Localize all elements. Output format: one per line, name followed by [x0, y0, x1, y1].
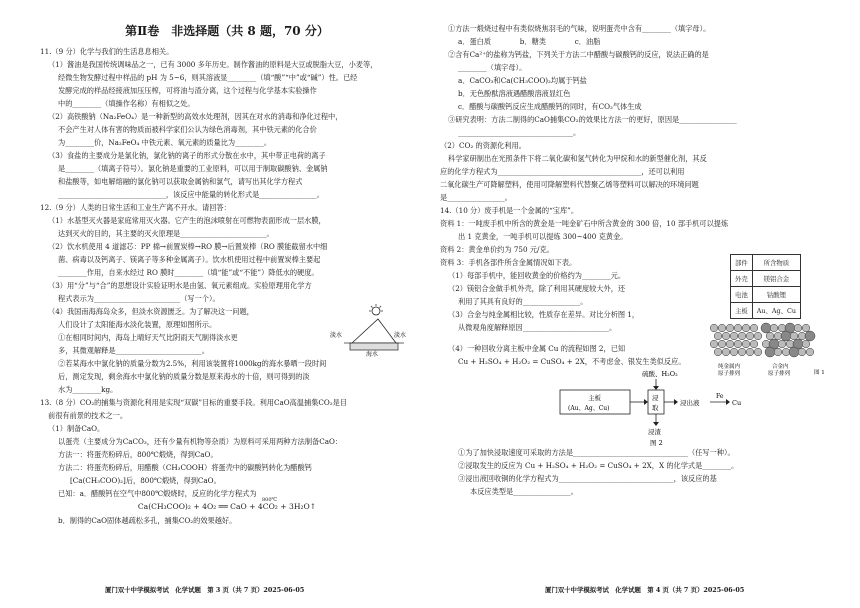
q13-line: （1）制备CaO。 [48, 424, 105, 433]
atom [802, 324, 810, 332]
q12-line: 程式表示为________________________（写一个）。 [58, 294, 220, 303]
q13c-line: ①方法一煅烧过程中有类似烧焦羽毛的气味，说明蛋壳中含有________（填字母）。 [448, 24, 711, 33]
atom [714, 348, 722, 356]
atom [762, 340, 770, 348]
q13c-line: 二氧化碳生产可降解塑料，使用可降解塑料代替聚乙烯等塑料可以解决的环境问题 [440, 180, 699, 189]
atom [794, 324, 802, 332]
glass-cover [352, 319, 396, 343]
table-row [731, 271, 801, 287]
question-12 [40, 201, 414, 396]
atom [734, 340, 742, 348]
atom [742, 324, 750, 332]
question-13-continued [440, 22, 840, 204]
q12-line: 多，其微观解释是________________________。 [58, 346, 209, 355]
table-header-cell: 所含物质 [752, 255, 800, 271]
q13c-line: ________（填字母）。 [458, 63, 527, 72]
q12-line: ②若某海水中氯化钠的质量分数为2.5%，利用该装置将1000kg的海水暴晒一段时间 [58, 359, 327, 368]
q13c-line: ②含有Ca²⁺的盐称为钙盐，下列关于方法二中醋酸与碳酸钙的反应，说法正确的是 [448, 50, 709, 59]
pure-metal-label-2: 原子排列 [718, 371, 741, 377]
q14-line: （3）合金与纯金属相比较，性质存在差异。对比分析图 1， [448, 310, 640, 319]
q14-line: （4）一种回收分离主板中金属 Cu 的流程如图 2，已知 [448, 344, 626, 353]
atom [789, 347, 799, 357]
figure-2-caption: 图 2 [650, 439, 663, 446]
atom [805, 331, 815, 341]
leachate-label: 浸出液 [680, 399, 700, 407]
question-11 [40, 45, 414, 201]
atom [802, 340, 810, 348]
equation-line: Ca(CH₃COO)₂ + 4O₂ ══ CaO + 4CO₂ + 3H₂O↑ [137, 502, 317, 511]
q11-line: 是________（填离子符号）。氯化钠是重要的工业原料，可以用于制取碳酸钠、金属钠 [58, 164, 328, 173]
atom [746, 348, 754, 356]
q11-line: （3）食盐的主要成分是氯化钠，氯化钠的离子的形式分散在水中，其中带正电荷的离子 [48, 151, 326, 160]
q13-line: b．制得的CaO固体越疏松多孔，捕集CO₂的效果越好。 [58, 516, 237, 525]
table-cell: 电池 [731, 287, 753, 303]
q14-line: 14.（10 分）废手机是一个金属的“宝库”。 [440, 206, 579, 215]
atom [738, 332, 746, 340]
right-page [430, 0, 860, 608]
mainboard-contents: (Au、Ag、Cu) [568, 405, 610, 412]
atom [722, 332, 730, 340]
section-title: 第Ⅱ卷 非选择题（共 8 题，70 分） [125, 24, 329, 38]
figure-1-atom-arrangement [708, 322, 834, 378]
table-cell: 钴酸锂 [752, 287, 800, 303]
atom [766, 332, 774, 340]
atom [710, 324, 718, 332]
sea-water-label: 海水 [366, 351, 379, 357]
q14-line: 资料 2：黄金单价约为 750 元/克。 [440, 245, 554, 254]
q13c-line: 应的化学方程式为________________________________________，还可以利用 [440, 167, 685, 176]
parts-table [730, 254, 801, 319]
leach-label-bottom: 取 [652, 404, 659, 412]
alloy-label: 合金内 [772, 364, 789, 370]
figure-2-flow-diagram [530, 368, 790, 446]
q12-line: （4）我国南海海岛众多，但淡水资源匮乏。为了解决这一问题， [48, 307, 254, 316]
atom [774, 332, 782, 340]
q14-line: 资料 1：一吨废手机中所含的黄金是一吨金矿石中所含黄金的 300 倍，10 部手机可以提炼 [440, 219, 729, 228]
q12-line: 后，测定发现，剩余海水中氯化钠的质量分数是原来海水的十倍，则可得到的淡 [58, 372, 310, 381]
atom [738, 348, 746, 356]
table-cell: 主板 [731, 303, 753, 319]
atom [718, 340, 726, 348]
q14-line: 本反应类型是________________。 [470, 487, 578, 496]
q13c-line: b．无色酚酞溶液遇醋酸溶液显红色 [458, 89, 571, 98]
mainboard-label: 主板 [588, 394, 601, 402]
q14-line: Cu + H₂SO₄ + H₂O₂ = CuSO₄ + 2X，不考虑金、银发生类似反应。 [458, 357, 686, 366]
footer: 厦门双十中学模拟考试 化学试题 第 4 页（共 7 页）2025-06-05 [545, 586, 745, 594]
atom [750, 324, 758, 332]
q14-line: （2）镁铝合金做手机外壳，除了利用其硬度较大外，还 [448, 284, 626, 293]
atom [734, 324, 742, 332]
atom [718, 324, 726, 332]
pure-metal-atoms [710, 324, 762, 356]
q14-line: ③浸出液回收铜的化学方程式为________________________________，该反应的基 [458, 474, 717, 483]
q11-line: 经微生物发酵过程中样品的 pH 为 5~6，则其溶液显________（填“酸”“中”或“碱”）性。已经 [58, 73, 358, 82]
fresh-water-label-left: 淡水 [330, 332, 343, 339]
atom [726, 324, 734, 332]
atom [782, 348, 790, 356]
atom [798, 332, 806, 340]
atom [754, 332, 762, 340]
q11-line: 发酵完成的样品经接液加压压榨，可将油与渣分离，这个过程与化学基本实验操作 [58, 86, 317, 95]
q12-line: 达到灭火的目的，其主要的灭火原理是________________________。 [58, 229, 274, 238]
atom [730, 348, 738, 356]
solar-desalination-figure [330, 303, 410, 357]
q12-line: 菌、病毒以及钙离子、镁离子等多种金属离子）。饮水机使用过程中前置炭棒主要起 [58, 255, 321, 264]
pure-metal-label: 纯金属内 [718, 364, 741, 370]
reagent-label: 硫酸、H₂O₂ [642, 370, 678, 378]
atom [765, 347, 775, 357]
q12-line: （1）水基型灭火器是家庭常用灭火器。它产生的泡沫喷射在可燃物表面形成一层水膜， [48, 216, 326, 225]
q13-line: 前很有前景的技术之一。 [48, 411, 128, 420]
table-cell: 镁铝合金 [752, 271, 800, 287]
q13c-line: ③研究表明：方法二制得的CaO捕集CO₂的效果比方法一的更好，原因是________________ [448, 115, 737, 124]
q14-line: 出 1 克黄金，一吨手机可以提炼 300~400 克黄金。 [458, 232, 628, 241]
leach-label-top: 浸 [652, 394, 659, 402]
q13c-line: a．蛋白质 b．糖类 c．油脂 [458, 37, 601, 46]
table-row [731, 287, 801, 303]
table-cell: 外壳 [731, 271, 753, 287]
atom [742, 340, 750, 348]
atom [761, 323, 771, 333]
table-cell: Au、Ag、Cu [752, 303, 800, 319]
q13c-line: ________________________________。 [458, 128, 581, 137]
q12-line: ①在相同时间内，海岛上晴好天气比阴雨天气制得淡水更 [58, 333, 238, 342]
question-13 [40, 396, 414, 527]
basin [350, 343, 398, 350]
q12-line: （3）用“分”与“合”的思想设计实验证明水是由氢、氧元素组成。实验原理用化学方 [48, 281, 312, 290]
atom [778, 324, 786, 332]
atom [790, 332, 798, 340]
atom [750, 340, 758, 348]
atom [798, 348, 806, 356]
q11-line: ______________________________，该反应中能量的转化形式是________________。 [58, 190, 324, 199]
q11-line: （1）酱油是我国传统调味品之一，已有 3000 多年历史。制作酱油的原料是大豆或脱脂大豆，小麦等， [48, 60, 378, 69]
q13-line: 已知：a．醋酸钙在空气中800℃煅烧时，反应的化学方程式为 [58, 489, 257, 498]
q13-line: 方法二：将蛋壳粉碎后，用醋酸（CH₃COOH）将蛋壳中的碳酸钙转化为醋酸钙 [58, 463, 312, 472]
alloy-label-2: 原子排列 [768, 371, 791, 377]
footer: 厦门双十中学模拟考试 化学试题 第 3 页（共 7 页）2025-06-05 [105, 586, 305, 594]
q11-line: 和盐酸等，如电解熔融的氯化钠可以获取金属钠和氯气，请写出其化学方程式 [58, 177, 303, 186]
atom [781, 331, 791, 341]
q13-line: 以蛋壳（主要成分为CaCO₃，还有少量有机物等杂质）为原料可采用两种方法制备CaO： [58, 437, 343, 446]
q12-line: ________作用，自来水经过 RO 膜时________（填“能”或“不能”）降低水的硬度。 [58, 268, 319, 277]
q14-line: （1）每部手机中，能回收黄金的价格约为________元。 [448, 271, 626, 280]
question-14 [440, 204, 840, 498]
atom [774, 348, 782, 356]
q13-line: [Ca(CH₃COO)₂]后，800℃煅烧，得到CaO。 [70, 476, 221, 485]
q12-line: 12.（9 分）人类的日常生活和工业生产离不开水。请回答： [40, 203, 231, 212]
atom [778, 340, 786, 348]
q11-line: 为________价，Na₂FeO₄ 中铁元素、氧元素的质量比为________。 [58, 138, 272, 147]
residue-label: 浸渣 [648, 428, 661, 436]
atom [786, 340, 794, 348]
figure-1-caption: 图 1 [814, 370, 825, 376]
equation-condition: 800℃ [262, 497, 278, 503]
q12-line: 水为________kg。 [58, 385, 118, 394]
q11-line: 不会产生对人体有害的物质而被科学家们公认为绿色消毒剂，其中铁元素的化合价 [58, 125, 317, 134]
copper-label: Cu [732, 399, 742, 407]
atom [806, 348, 814, 356]
q14-line: ①为了加快浸取速度可采取的方法是________________________________（任写一种）。 [458, 448, 735, 457]
q11-line: （2）高铁酸钠（Na₂FeO₄）是一种新型的高效水处理剂，因其在对水的消毒和净化过程中， [48, 112, 343, 121]
q14-line: 利用了其具有良好的________________。 [458, 297, 588, 306]
iron-label: Fe [716, 393, 724, 400]
atom [730, 332, 738, 340]
q13c-line: 科学家研制出在光照条件下将二氧化碳和氢气转化为甲烷和水的新型催化剂，其反 [448, 154, 707, 163]
q12-line: （2）饮水机使用 4 道滤芯：PP 棉→前置炭棒→RO 膜→后置炭棒（RO 膜能截留水中细 [48, 242, 328, 251]
table-header-row [731, 255, 801, 271]
q13c-line: 是________________。 [440, 193, 512, 202]
q13-line: 方法一：将蛋壳粉碎后，800℃煅烧，得到CaO。 [58, 450, 218, 459]
atom [710, 340, 718, 348]
q12-line: 人们设计了太阳能海水淡化装置，原理如图所示。 [58, 320, 217, 329]
q14-line: 从微观角度解释原因________________________。 [458, 323, 617, 332]
q13c-line: c．醋酸与碳酸钙反应生成醋酸钙的同时，有CO₂气体生成 [458, 102, 642, 111]
fresh-water-label-right: 淡水 [394, 332, 407, 339]
q13-line: 13.（8 分）CO₂的捕集与资源化利用是实现“双碳”目标的重要手段。利用CaO高温捕集CO₂是目 [40, 398, 348, 407]
table-header-cell: 部件 [731, 255, 753, 271]
alloy-atoms [761, 323, 815, 357]
q13c-line: （2）CO₂ 的资源化利用。 [440, 141, 526, 150]
atom [770, 324, 778, 332]
atom [754, 348, 762, 356]
atom [722, 348, 730, 356]
atom [746, 332, 754, 340]
atom [714, 332, 722, 340]
sun-icon [369, 304, 383, 315]
table-row [731, 303, 801, 319]
q13c-line: a．CaCO₃和Ca(CH₃COO)₂均属于钙盐 [458, 76, 587, 85]
q14-line: ②浸取发生的反应为 Cu + H₂SO₄ + H₂O₂ = CuSO₄ + 2X，X 的化学式是________。 [458, 461, 739, 470]
q11-line: 中的________（填操作名称）有相似之处。 [58, 99, 195, 108]
q11-line: 11.（9 分）化学与我们的生活息息相关。 [40, 47, 174, 56]
atom [726, 340, 734, 348]
q14-line: 资料 3：手机各部件所含金属情况如下表。 [440, 258, 577, 267]
